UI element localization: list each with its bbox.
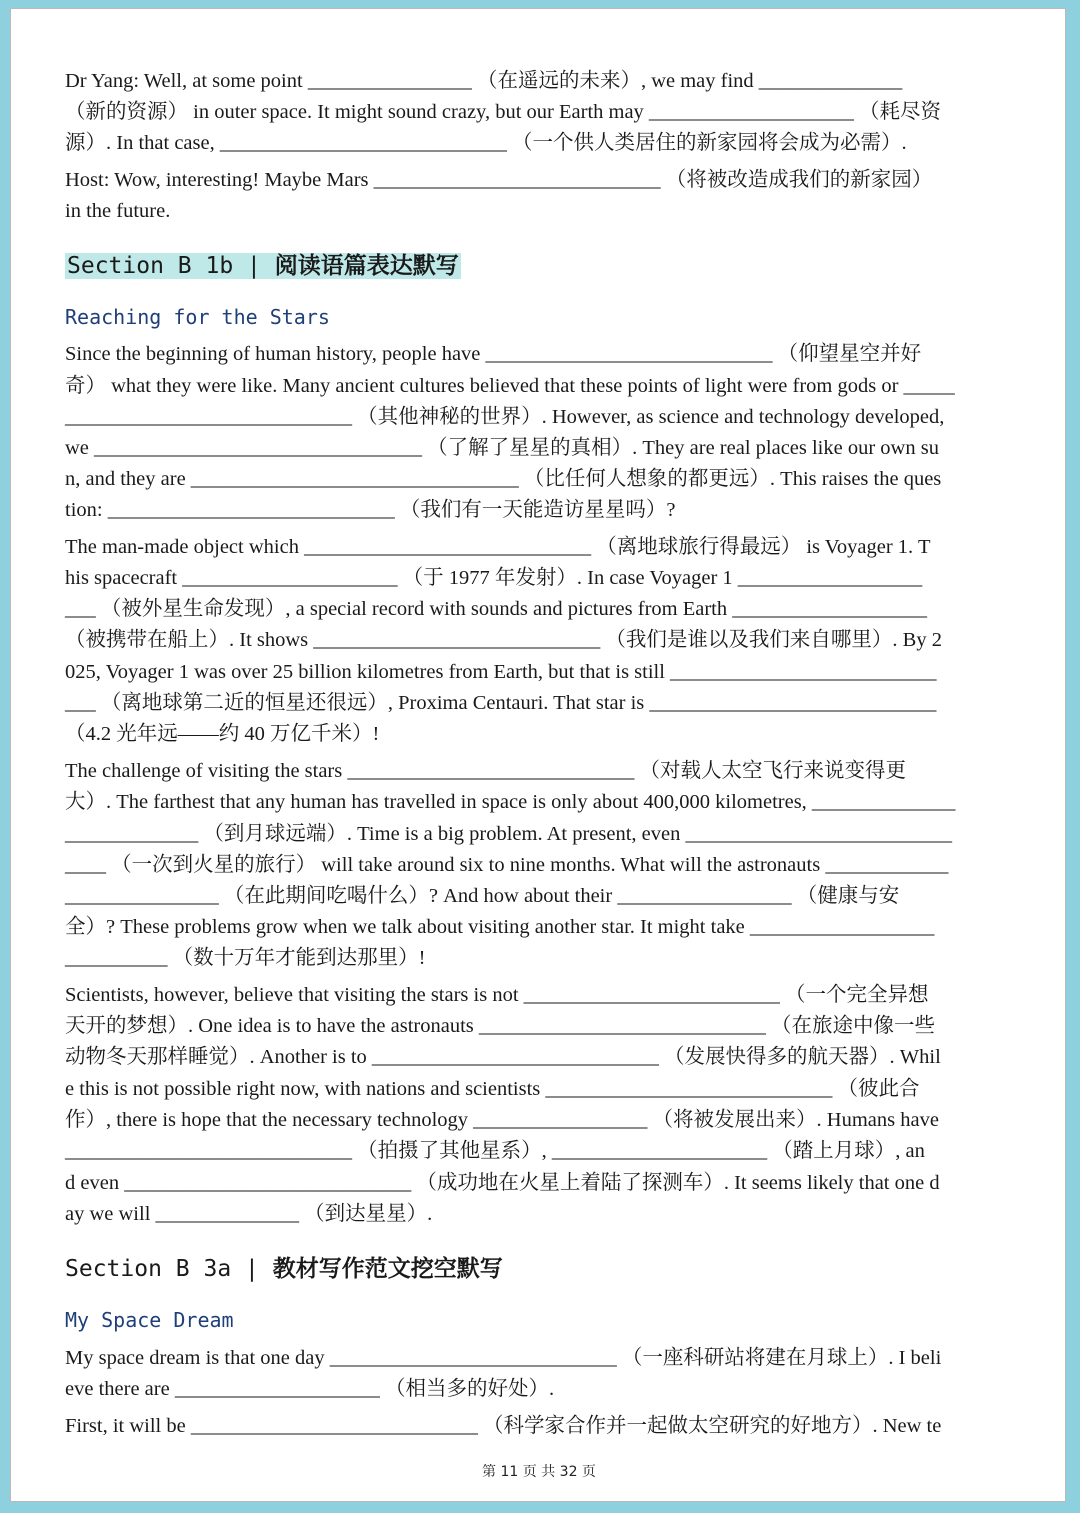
dialogue-line: Host: Wow, interesting! Maybe Mars ____________________________ （将被改造成我们的新家园）: [65, 169, 933, 191]
writing-line: My space dream is that one day ____________________________ （一座科研站将建在月球上）. I beli: [65, 1347, 942, 1369]
reading-line: 作）, there is hope that the necessary technology _________________ （将被发展出来）. Humans have: [65, 1109, 939, 1131]
section-label: Section B 3a: [65, 1256, 232, 1282]
reading-line: 奇） what they were like. Many ancient cultures believed that these points of light were from gods or _____: [65, 375, 955, 397]
dialogue-line: 源）. In that case, ____________________________ （一个供人类居住的新家园将会成为必需）.: [65, 132, 907, 154]
reading-line: （4.2 光年远——约 40 万亿千米）!: [65, 723, 380, 745]
reading-line: ____________________________ （其他神秘的世界）. However, as science and technology developed,: [65, 406, 945, 428]
section-title-cn: 教材写作范文挖空默写: [272, 1256, 503, 1282]
reading-line: n, and they are ________________________________ （比任何人想象的都更远）. This raises the ques: [65, 468, 942, 490]
writing-title: My Space Dream: [65, 1308, 234, 1332]
reading-line: tion: ____________________________ （我们有一天能造访星星吗）?: [65, 499, 676, 521]
reading-line: 大）. The farthest that any human has travelled in space is only about 400,000 kilometres, ______________: [65, 791, 956, 813]
dialogue-line: Dr Yang: Well, at some point ________________ （在遥远的未来）, we may find ______________: [65, 70, 903, 92]
section-heading-highlight: [65, 253, 461, 279]
reading-line: e this is not possible right now, with nations and scientists ____________________________ （彼此合: [65, 1078, 920, 1100]
reading-line: The challenge of visiting the stars ____________________________ （对载人太空飞行来说变得更: [65, 760, 906, 782]
writing-line: First, it will be ____________________________ （科学家合作并一起做太空研究的好地方）. New te: [65, 1415, 942, 1437]
reading-line: 全）? These problems grow when we talk about visiting another star. It might take __________________: [65, 916, 935, 938]
section-separator: |: [247, 253, 261, 279]
reading-line: 动物冬天那样睡觉）. Another is to ____________________________ （发展快得多的航天器）. Whil: [65, 1046, 941, 1068]
dialogue-line: in the future.: [65, 200, 171, 222]
reading-line: ay we will ______________ （到达星星）.: [65, 1203, 433, 1225]
reading-line: ___ （被外星生命发现）, a special record with sounds and pictures from Earth ___________________: [65, 598, 928, 620]
dialogue-line: （新的资源） in outer space. It might sound crazy, but our Earth may ____________________ （耗尽资: [65, 101, 942, 123]
reading-line: 025, Voyager 1 was over 25 billion kilometres from Earth, but that is still __________________________: [65, 661, 937, 683]
reading-line: __________ （数十万年才能到达那里）!: [65, 947, 426, 969]
reading-line: The man-made object which ____________________________ （离地球旅行得最远） is Voyager 1. T: [65, 536, 931, 558]
section-heading-1b: [65, 250, 461, 282]
page-number-footer: 第 11 页 共 32 页: [482, 1464, 596, 1480]
page-frame: [10, 8, 1066, 1502]
reading-line: ___ （离地球第二近的恒星还很远）, Proxima Centauri. That star is ____________________________: [65, 692, 937, 714]
section-label: Section B 1b: [67, 253, 234, 279]
section-title-cn: 阅读语篇表达默写: [274, 253, 459, 279]
writing-line: eve there are ____________________ （相当多的好处）.: [65, 1378, 555, 1400]
reading-line: ____ （一次到火星的旅行） will take around six to nine months. What will the astronauts ____________: [65, 854, 949, 876]
reading-line: 天开的梦想）. One idea is to have the astronauts ____________________________ （在旅途中像一些: [65, 1015, 936, 1037]
reading-line: _____________ （到月球远端）. Time is a big problem. At present, even __________________________: [65, 823, 952, 845]
section-separator: |: [245, 1256, 259, 1282]
reading-line: _______________ （在此期间吃喝什么）? And how about their _________________ （健康与安: [65, 885, 900, 907]
reading-line: d even ____________________________ （成功地在火星上着陆了探测车）. It seems likely that one d: [65, 1172, 940, 1194]
reading-line: Scientists, however, believe that visiting the stars is not _________________________ （一个完全异想: [65, 984, 929, 1006]
reading-line: （被携带在船上）. It shows ____________________________ （我们是谁以及我们来自哪里）. By 2: [65, 629, 942, 651]
reading-line: ____________________________ （拍摄了其他星系）, _____________________ （踏上月球）, an: [65, 1140, 925, 1162]
reading-line: we ________________________________ （了解了星星的真相）. They are real places like our own su: [65, 437, 939, 459]
reading-line: Since the beginning of human history, people have ____________________________ （仰望星空并好: [65, 343, 922, 365]
reading-line: his spacecraft _____________________ （于 1977 年发射）. In case Voyager 1 __________________: [65, 567, 923, 589]
section-heading-3a: [65, 1253, 503, 1285]
reading-title: Reaching for the Stars: [65, 305, 330, 329]
